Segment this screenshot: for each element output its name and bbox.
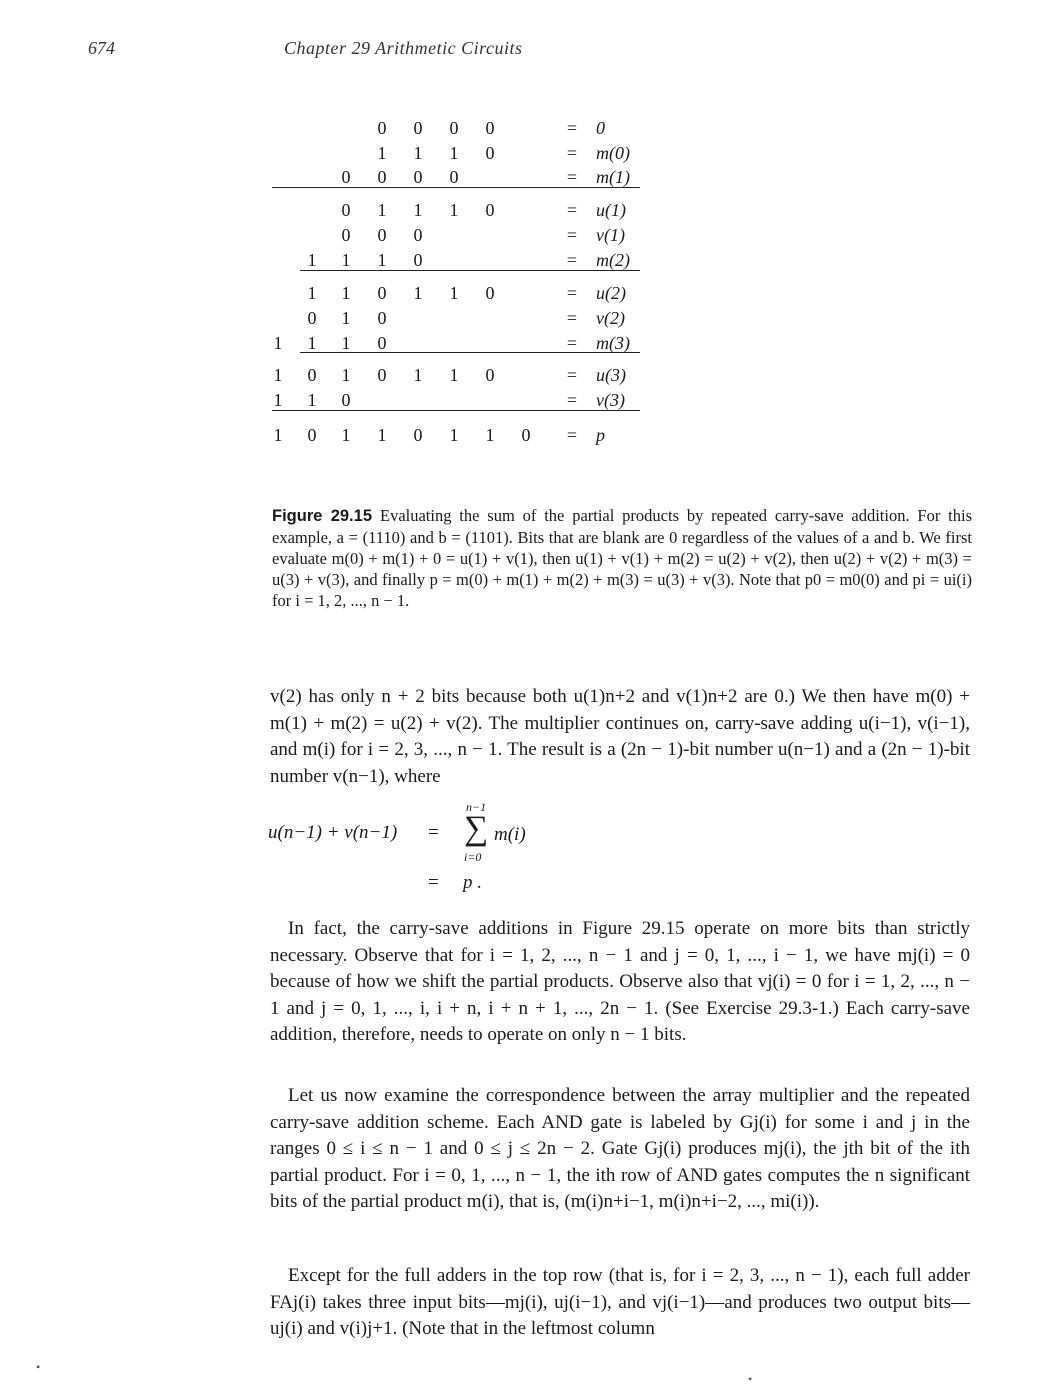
table-rule	[272, 410, 640, 411]
table-row-label: v(1)	[596, 225, 625, 245]
table-bit: 1	[341, 425, 351, 445]
equals-sign: =	[428, 822, 439, 843]
table-bit: 0	[341, 167, 351, 187]
paragraph-3-text: Let us now examine the correspondence between the array multiplier and the repeated carry-save addition scheme. Each AND gate is labeled by Gj(i) for some i and j in the ranges 0 ≤ i ≤ n − 1 and 0 ≤ j ≤ 2n − 2. Gate Gj(i) produces mj(i), the jth bit of the ith partial product. For i = 0, 1, ..., n − 1, the ith row of AND gates computes the n significant bits of the partial product m(i), that is, (m(i)n+i−1, m(i)n+i−2, ..., mi(i)).	[270, 1085, 970, 1212]
table-bit: 1	[377, 425, 387, 445]
table-row-label: v(3)	[596, 390, 625, 410]
table-bit: 0	[485, 118, 495, 138]
figure-caption	[272, 505, 972, 611]
table-equals: =	[566, 425, 578, 445]
sum-equation	[268, 802, 668, 902]
sigma-symbol: ∑	[464, 810, 489, 847]
sum-lower-limit: i=0	[464, 850, 482, 864]
scan-mark-2: •	[748, 1372, 753, 1386]
table-bit: 1	[377, 200, 387, 220]
table-row-label: m(2)	[596, 250, 630, 270]
paragraph-3	[270, 1083, 970, 1216]
table-equals: =	[566, 200, 578, 220]
table-bit: 0	[485, 143, 495, 163]
table-bit: 1	[449, 425, 459, 445]
table-equals: =	[566, 225, 578, 245]
table-bit: 1	[413, 365, 423, 385]
table-bit: 0	[413, 225, 423, 245]
table-bit: 0	[377, 308, 387, 328]
caption-text: Evaluating the sum of the partial products by repeated carry-save addition. For this example, a = (1110) and b = (1101). Bits that are blank are 0 regardless of the values of a and b. We first evaluate m(0) + m(1) + 0 = u(1) + v(1), then u(1) + v(1) + m(2) = u(2) + v(2), then u(2) + v(2) + m(3) = u(3) + v(3), and finally p = m(0) + m(1) + m(2) + m(3) = u(3) + v(3). Note that p0 = m0(0) and pi = ui(i) for i = 1, 2, ..., n − 1.	[272, 506, 972, 610]
figure-label: Figure 29.15	[272, 507, 372, 525]
table-bit: 0	[307, 425, 317, 445]
table-bit: 0	[307, 308, 317, 328]
table-bit: 0	[485, 365, 495, 385]
table-bit: 1	[273, 390, 283, 410]
table-rule	[272, 187, 640, 188]
table-row-label: v(2)	[596, 308, 625, 328]
table-equals: =	[566, 390, 578, 410]
equation-lhs: u(n−1) + v(n−1)	[268, 822, 398, 843]
table-bit: 1	[341, 365, 351, 385]
table-bit: 1	[377, 250, 387, 270]
table-bit: 1	[449, 365, 459, 385]
table-equals: =	[566, 333, 578, 353]
table-bit: 0	[341, 200, 351, 220]
table-equals: =	[566, 365, 578, 385]
summand: m(i)	[494, 824, 526, 845]
table-equals: =	[566, 308, 578, 328]
table-bit: 0	[377, 167, 387, 187]
table-bit: 0	[485, 200, 495, 220]
table-row-label: u(2)	[596, 283, 626, 303]
table-equals: =	[566, 143, 578, 163]
table-bit: 0	[413, 425, 423, 445]
table-bit: 1	[341, 333, 351, 353]
paragraph-4	[270, 1263, 970, 1343]
table-bit: 1	[273, 333, 283, 353]
paragraph-2-text: In fact, the carry-save additions in Figure 29.15 operate on more bits than strictly necessary. Observe that for i = 1, 2, ..., n − 1 and j = 0, 1, ..., i − 1, we have mj(i) = 0 because of how we shift the partial products. Observe also that vj(i) = 0 for i = 1, 2, ..., n − 1 and j = 0, 1, ..., i, i + n, i + n + 1, ..., 2n − 1. (See Exercise 29.3-1.) Each carry-save addition, therefore, needs to operate on only n − 1 bits.	[270, 918, 970, 1045]
running-head: Chapter 29 Arithmetic Circuits	[284, 38, 523, 58]
sum-upper-limit: n−1	[466, 800, 487, 814]
table-bit: 0	[307, 365, 317, 385]
table-bit: 0	[413, 250, 423, 270]
table-bit: 1	[449, 283, 459, 303]
table-bit: 1	[413, 143, 423, 163]
table-bit: 1	[307, 390, 317, 410]
table-equals: =	[566, 250, 578, 270]
table-bit: 1	[273, 425, 283, 445]
table-rule	[300, 270, 640, 271]
equals-sign-2: =	[428, 872, 439, 893]
paragraph-2	[270, 916, 970, 1049]
table-bit: 1	[449, 143, 459, 163]
paragraph-1	[270, 684, 970, 790]
page-number: 674	[88, 38, 115, 58]
table-equals: =	[566, 167, 578, 187]
table-row-label: m(3)	[596, 333, 630, 353]
table-bit: 0	[413, 167, 423, 187]
paragraph-1-text: v(2) has only n + 2 bits because both u(1)n+2 and v(1)n+2 are 0.) We then have m(0) + m(1) + m(2) = u(2) + v(2). The multiplier continues on, carry-save adding u(i−1), v(i−1), and m(i) for i = 2, 3, ..., n − 1. The result is a (2n − 1)-bit number u(n−1) and a (2n − 1)-bit number v(n−1), where	[270, 686, 970, 787]
table-equals: =	[566, 283, 578, 303]
table-bit: 0	[449, 167, 459, 187]
table-bit: 0	[341, 390, 351, 410]
paragraph-4-text: Except for the full adders in the top row (that is, for i = 2, 3, ..., n − 1), each full adder FAj(i) takes three input bits—mj(i), uj(i−1), and vj(i−1)—and produces two output bits—uj(i) and v(i)j+1. (Note that in the leftmost column	[270, 1265, 970, 1339]
table-bit: 0	[377, 225, 387, 245]
table-bit: 1	[341, 283, 351, 303]
equation-rhs: p .	[463, 872, 482, 893]
table-row-label: u(3)	[596, 365, 626, 385]
table-row-label: 0	[596, 118, 605, 138]
table-bit: 1	[341, 250, 351, 270]
table-bit: 1	[449, 200, 459, 220]
table-bit: 0	[413, 118, 423, 138]
table-bit: 0	[377, 118, 387, 138]
table-bit: 1	[485, 425, 495, 445]
table-bit: 0	[377, 365, 387, 385]
table-bit: 1	[341, 308, 351, 328]
table-bit: 1	[377, 143, 387, 163]
table-bit: 0	[485, 283, 495, 303]
table-bit: 0	[377, 333, 387, 353]
table-bit: 0	[377, 283, 387, 303]
table-bit: 1	[273, 365, 283, 385]
table-row-label: p	[596, 425, 605, 445]
table-bit: 0	[449, 118, 459, 138]
table-bit: 0	[521, 425, 531, 445]
table-bit: 1	[413, 200, 423, 220]
table-bit: 1	[307, 283, 317, 303]
table-row-label: m(0)	[596, 143, 630, 163]
carry-save-table	[0, 0, 1063, 460]
table-row-label: u(1)	[596, 200, 626, 220]
scan-mark: •	[36, 1360, 41, 1374]
table-bit: 1	[413, 283, 423, 303]
table-bit: 0	[341, 225, 351, 245]
table-bit: 1	[307, 333, 317, 353]
table-rule	[300, 352, 640, 353]
table-bit: 1	[307, 250, 317, 270]
table-equals: =	[566, 118, 578, 138]
table-row-label: m(1)	[596, 167, 630, 187]
